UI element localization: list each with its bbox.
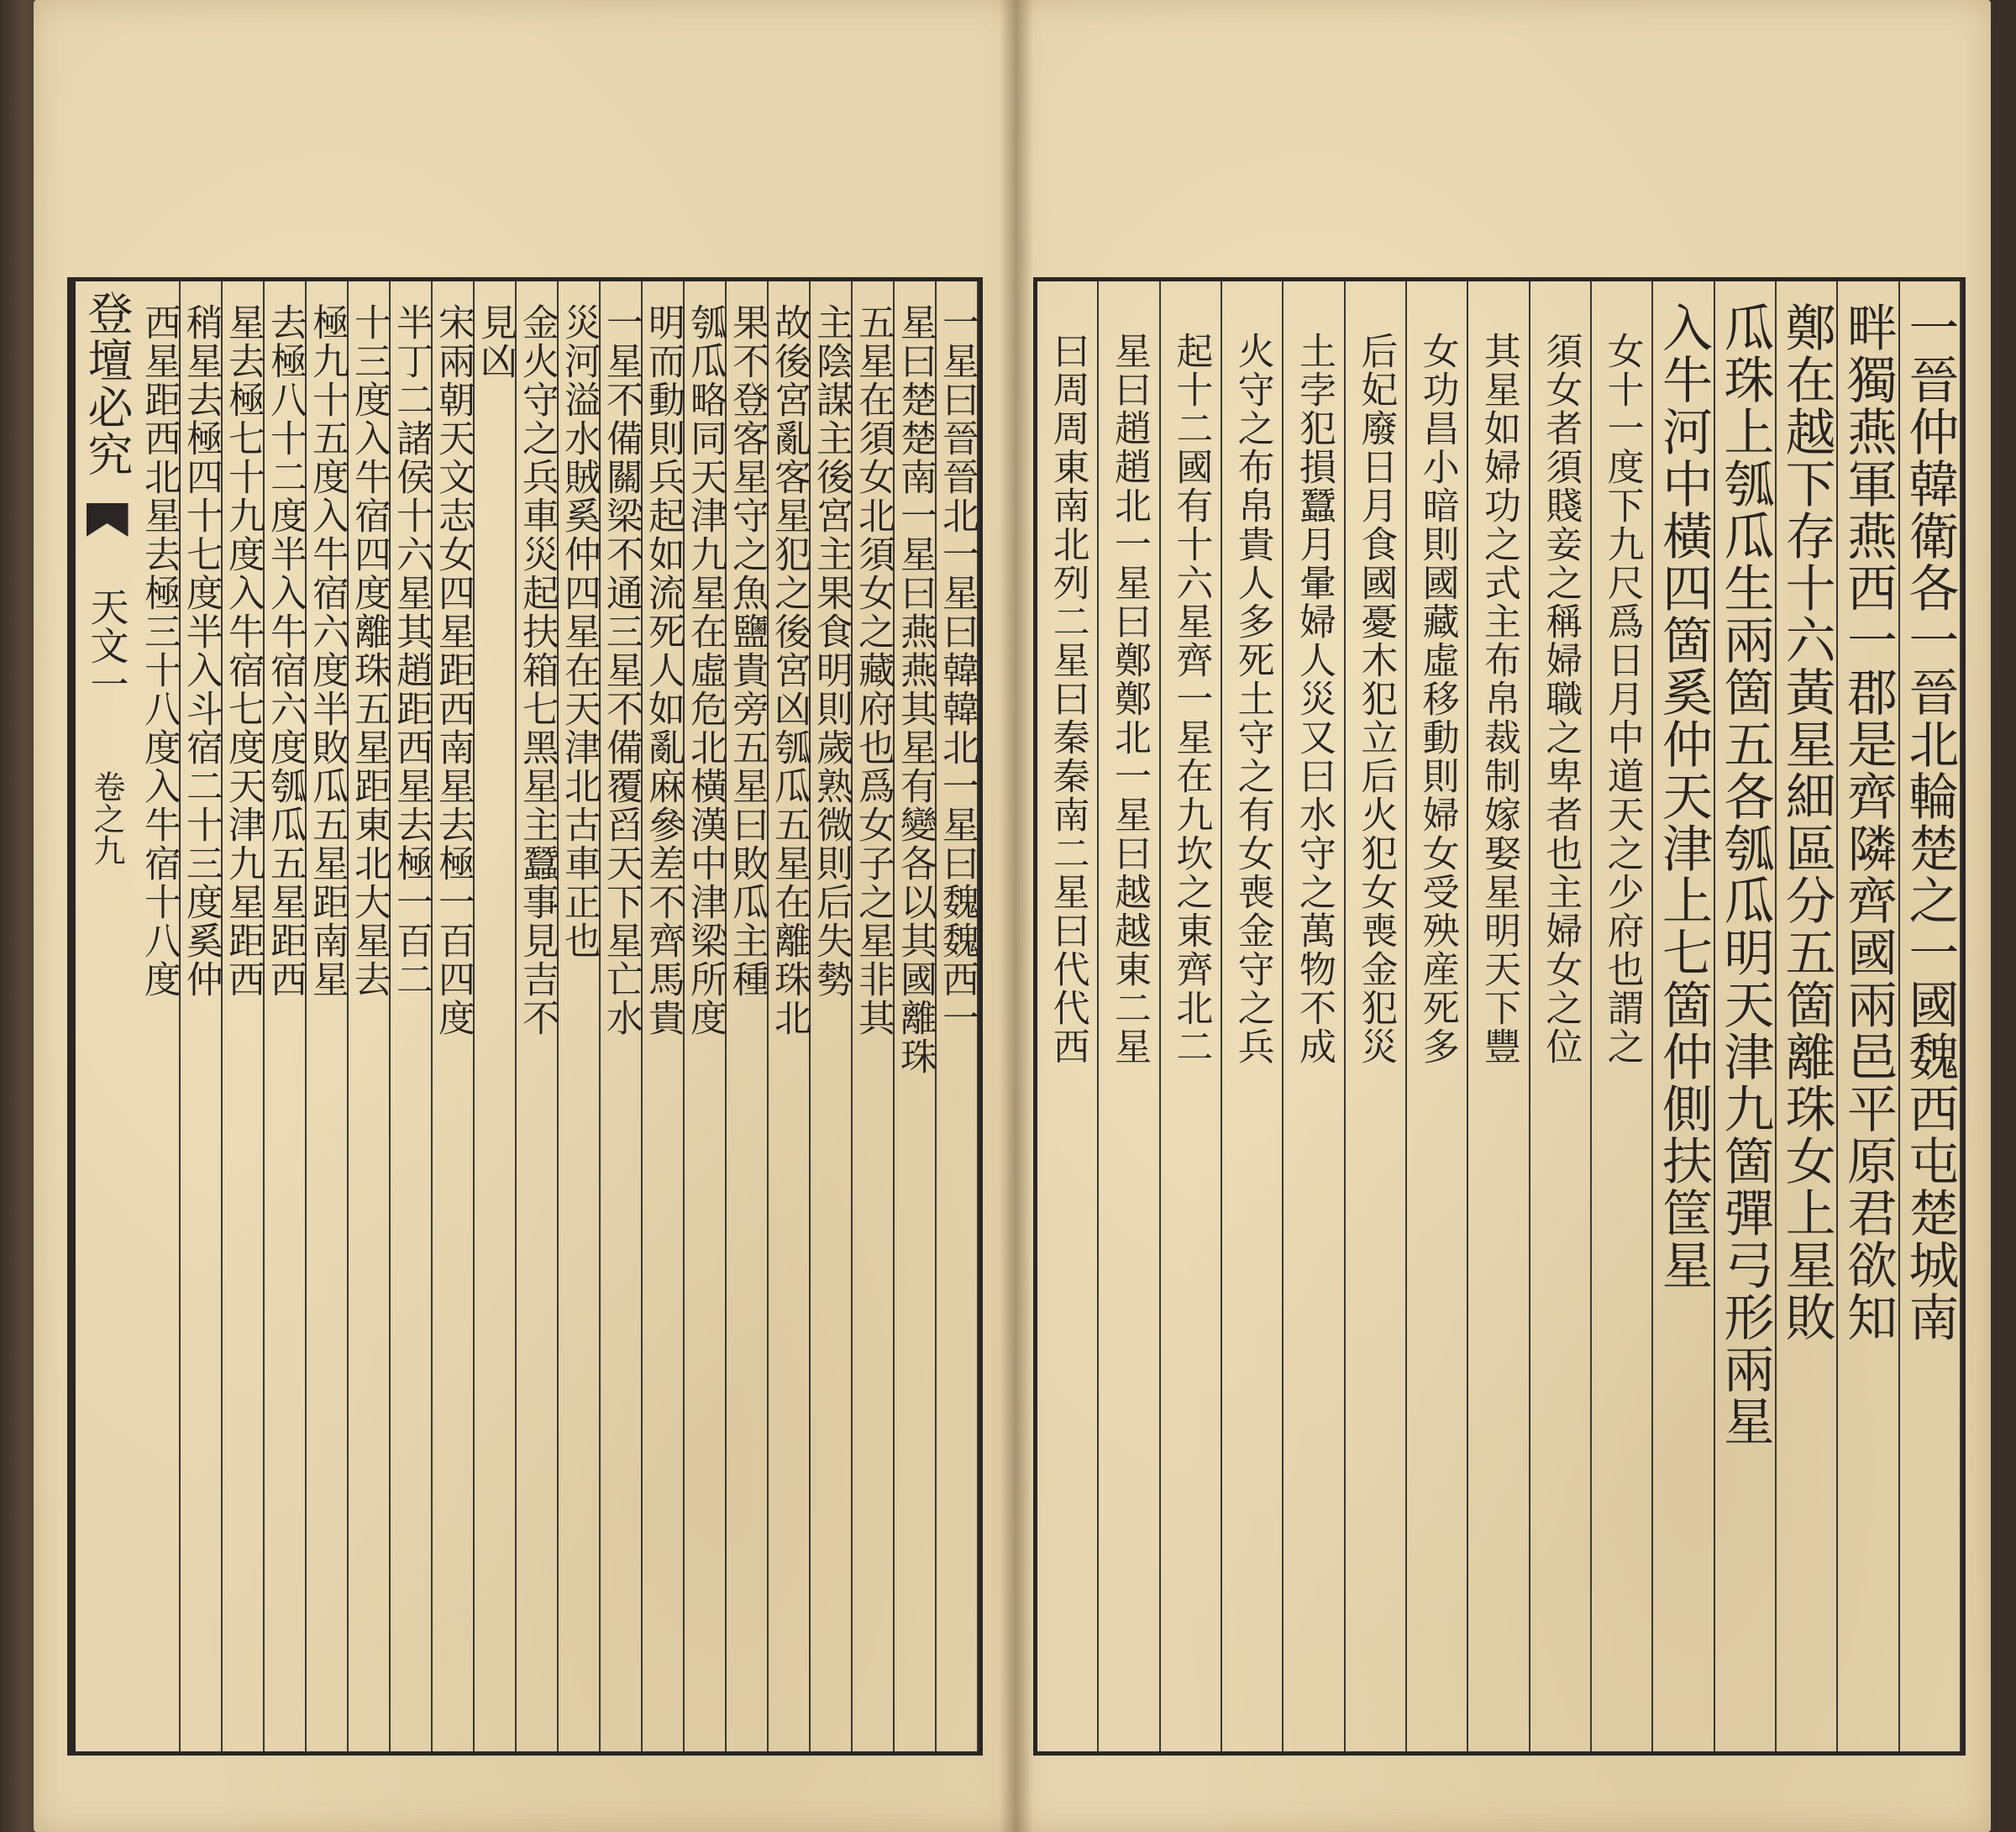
column-text: 星曰楚楚南一星曰燕燕其星有變各以其國離珠 — [894, 303, 937, 1076]
column-text: 曰周周東南北列二星曰秦秦南二星曰代代西 — [1046, 332, 1089, 1066]
text-column — [475, 281, 517, 1751]
text-column — [433, 281, 475, 1751]
text-column — [811, 281, 853, 1751]
text-column — [1407, 281, 1468, 1751]
text-column — [1037, 281, 1099, 1751]
column-text: 災河溢水賊奚仲四星在天津北古車正也 — [558, 303, 601, 960]
column-text: 十三度入牛宿四度離珠五星距東北大星去 — [348, 303, 391, 999]
text-column — [265, 281, 307, 1751]
column-text: 土孛犯損蠶月暈婦人災又曰水守之萬物不成 — [1292, 332, 1336, 1066]
column-text: 入牛河中橫四箇奚仲天津上七箇仲側扶筐星 — [1653, 302, 1713, 1291]
column-text: 后妃廢日月食國憂木犯立后火犯女喪金犯災 — [1354, 332, 1398, 1066]
text-column — [1468, 281, 1530, 1751]
text-column — [685, 281, 727, 1751]
text-column — [769, 281, 811, 1751]
text-column — [1530, 281, 1592, 1751]
column-text: 一星不備關梁不通三星不備覆舀天下星亡水 — [600, 303, 643, 1037]
column-text: 西星距西北星去極三十八度入牛宿十八度 — [138, 303, 181, 999]
fish-tail-mark — [87, 503, 129, 537]
text-column — [1592, 281, 1653, 1751]
column-text: 去極八十二度半入牛宿六度瓠瓜五星距西 — [264, 303, 307, 999]
text-column — [391, 281, 433, 1751]
left-margin-column — [71, 281, 139, 1751]
text-column — [1900, 281, 1961, 1751]
text-column — [181, 281, 223, 1751]
column-text: 鄭在越下存十六黃星細區分五箇離珠女上星敗 — [1777, 302, 1836, 1343]
right-page-frame — [1033, 277, 1966, 1756]
left-page — [34, 0, 1016, 1832]
text-column — [307, 281, 349, 1751]
text-column — [1222, 281, 1284, 1751]
text-column — [1715, 281, 1777, 1751]
text-column — [643, 281, 685, 1751]
column-text: 女十一度下九尺爲日月中道天之少府也謂之 — [1600, 332, 1644, 1066]
column-text: 五星在須女北須女之藏府也爲女子之星非其 — [852, 303, 895, 1037]
text-column — [517, 281, 559, 1751]
column-text: 火守之布帛貴人多死土守之有女喪金守之兵 — [1231, 332, 1274, 1066]
column-text: 稍星去極四十七度半入斗宿二十三度奚仲 — [180, 303, 223, 999]
text-column — [1838, 281, 1899, 1751]
text-column — [853, 281, 895, 1751]
text-column — [1284, 281, 1345, 1751]
text-column — [1653, 281, 1714, 1751]
book-title: 登壇必究 — [81, 290, 134, 478]
text-column — [937, 281, 979, 1751]
text-column — [139, 281, 181, 1751]
column-text: 故後宮亂客星犯之後宮凶瓠瓜五星在離珠北 — [768, 303, 811, 1037]
text-column — [1346, 281, 1407, 1751]
column-text: 瓠瓜略同天津九星在虛危北橫漢中津梁所度 — [684, 303, 727, 1037]
section-title: 天文一 — [84, 587, 130, 703]
column-text: 宋兩朝天文志女四星距西南星去極一百四度 — [432, 303, 475, 1037]
column-text: 星去極七十九度入牛宿七度天津九星距西 — [222, 303, 265, 999]
text-column — [895, 281, 937, 1751]
column-text: 主陰謀主後宮主果食明則歲熟微則后失勢 — [810, 303, 853, 999]
text-column — [1099, 281, 1160, 1751]
text-column — [1161, 281, 1222, 1751]
column-text: 其星如婦功之式主布帛裁制嫁娶星明天下豐 — [1477, 332, 1520, 1066]
right-page — [1016, 0, 1991, 1832]
column-text: 極九十五度入牛宿六度半敗瓜五星距南星 — [306, 303, 349, 999]
column-text: 瓜珠上瓠瓜生兩箇五各瓠瓜明天津九箇彈弓形兩星 — [1715, 302, 1775, 1447]
column-text: 明而動則兵起如流死人如亂麻參差不齊馬貴 — [642, 303, 685, 1037]
text-column — [349, 281, 391, 1751]
text-column — [727, 281, 769, 1751]
column-text: 見凶 — [474, 303, 517, 381]
text-column — [1777, 281, 1838, 1751]
text-column — [223, 281, 265, 1751]
column-text: 半丁二諸侯十六星其趙距西星去極一百二 — [390, 303, 433, 999]
column-text: 須女者須賤妾之稱婦職之卑者也主婦女之位 — [1539, 332, 1583, 1066]
left-page-frame — [67, 277, 983, 1756]
column-text: 一星曰晉晉北一星曰韓韓北一星曰魏魏西一 — [936, 303, 979, 1037]
column-text: 金火守之兵車災起扶箱七黑星主蠶事見吉不 — [516, 303, 559, 1037]
text-column — [559, 281, 601, 1751]
column-text: 起十二國有十六星齊一星在九坎之東齊北二 — [1169, 332, 1213, 1066]
column-text: 一晉仲韓衛各一晉北輪楚之一國魏西屯楚城南 — [1900, 302, 1960, 1343]
text-column — [601, 281, 643, 1751]
chapter-label: 卷之九 — [88, 770, 125, 866]
column-text: 女功昌小暗則國藏虛移動則婦女受殃産死多 — [1415, 332, 1459, 1066]
column-text: 果不登客星守之魚鹽貴旁五星曰敗瓜主種 — [726, 303, 769, 999]
column-text: 星曰趙趙北一星曰鄭鄭北一星曰越越東二星 — [1107, 332, 1151, 1066]
column-text: 畔獨燕軍燕西一郡是齊隣齊國兩邑平原君欲知 — [1838, 302, 1898, 1343]
